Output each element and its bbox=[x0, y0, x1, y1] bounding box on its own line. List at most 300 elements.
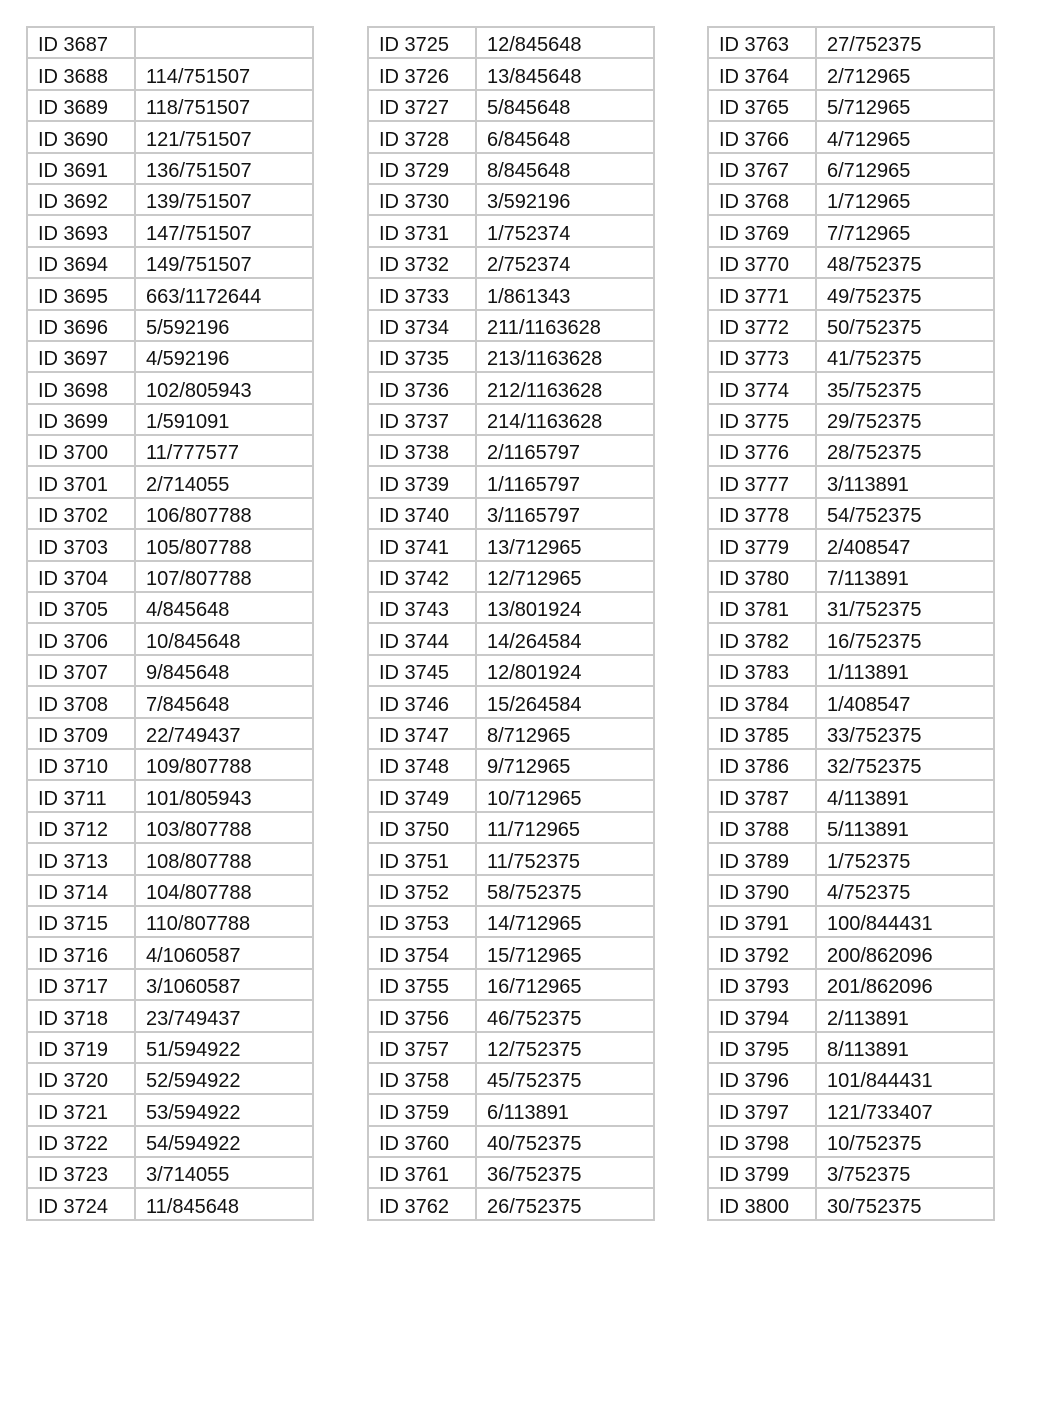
value-cell: 7/113891 bbox=[816, 561, 994, 592]
id-cell: ID 3723 bbox=[27, 1157, 135, 1188]
value-cell: 8/113891 bbox=[816, 1032, 994, 1063]
id-cell: ID 3790 bbox=[708, 875, 816, 906]
value-cell: 110/807788 bbox=[135, 906, 313, 937]
table-row bbox=[708, 843, 994, 874]
id-cell: ID 3749 bbox=[368, 780, 476, 811]
id-cell: ID 3732 bbox=[368, 247, 476, 278]
value-cell: 50/752375 bbox=[816, 310, 994, 341]
table-row bbox=[368, 435, 654, 466]
table-row bbox=[708, 247, 994, 278]
table-row bbox=[368, 937, 654, 968]
id-cell: ID 3744 bbox=[368, 623, 476, 654]
id-cell: ID 3733 bbox=[368, 278, 476, 309]
table-row bbox=[27, 623, 313, 654]
id-cell: ID 3687 bbox=[27, 27, 135, 58]
value-cell: 15/264584 bbox=[476, 686, 654, 717]
id-cell: ID 3729 bbox=[368, 153, 476, 184]
value-cell: 40/752375 bbox=[476, 1126, 654, 1157]
id-cell: ID 3763 bbox=[708, 27, 816, 58]
value-cell: 16/712965 bbox=[476, 969, 654, 1000]
value-cell: 6/113891 bbox=[476, 1094, 654, 1125]
id-cell: ID 3779 bbox=[708, 529, 816, 560]
id-cell: ID 3747 bbox=[368, 718, 476, 749]
id-cell: ID 3693 bbox=[27, 215, 135, 246]
value-cell: 16/752375 bbox=[816, 623, 994, 654]
id-cell: ID 3750 bbox=[368, 812, 476, 843]
value-cell: 8/712965 bbox=[476, 718, 654, 749]
table-row bbox=[368, 1188, 654, 1219]
table-row bbox=[708, 310, 994, 341]
table-row bbox=[708, 435, 994, 466]
value-cell: 6/712965 bbox=[816, 153, 994, 184]
table-row bbox=[368, 1126, 654, 1157]
value-cell: 1/752375 bbox=[816, 843, 994, 874]
id-cell: ID 3796 bbox=[708, 1063, 816, 1094]
id-cell: ID 3742 bbox=[368, 561, 476, 592]
table-row bbox=[708, 937, 994, 968]
id-cell: ID 3727 bbox=[368, 90, 476, 121]
id-cell: ID 3781 bbox=[708, 592, 816, 623]
value-cell: 2/714055 bbox=[135, 466, 313, 497]
value-cell: 11/777577 bbox=[135, 435, 313, 466]
id-cell: ID 3789 bbox=[708, 843, 816, 874]
id-cell: ID 3769 bbox=[708, 215, 816, 246]
id-cell: ID 3757 bbox=[368, 1032, 476, 1063]
id-cell: ID 3695 bbox=[27, 278, 135, 309]
table-row bbox=[368, 1157, 654, 1188]
id-cell: ID 3718 bbox=[27, 1000, 135, 1031]
id-cell: ID 3762 bbox=[368, 1188, 476, 1219]
table-row bbox=[708, 592, 994, 623]
value-cell: 33/752375 bbox=[816, 718, 994, 749]
table-row bbox=[368, 58, 654, 89]
value-cell: 211/1163628 bbox=[476, 310, 654, 341]
value-cell: 5/845648 bbox=[476, 90, 654, 121]
table-row bbox=[708, 906, 994, 937]
value-cell: 100/844431 bbox=[816, 906, 994, 937]
id-cell: ID 3725 bbox=[368, 27, 476, 58]
id-cell: ID 3740 bbox=[368, 498, 476, 529]
id-cell: ID 3705 bbox=[27, 592, 135, 623]
table-row bbox=[368, 498, 654, 529]
id-cell: ID 3798 bbox=[708, 1126, 816, 1157]
value-cell: 45/752375 bbox=[476, 1063, 654, 1094]
id-cell: ID 3751 bbox=[368, 843, 476, 874]
value-cell: 36/752375 bbox=[476, 1157, 654, 1188]
id-cell: ID 3724 bbox=[27, 1188, 135, 1219]
table-row bbox=[368, 310, 654, 341]
id-cell: ID 3771 bbox=[708, 278, 816, 309]
id-cell: ID 3704 bbox=[27, 561, 135, 592]
value-cell: 3/1060587 bbox=[135, 969, 313, 1000]
value-cell: 104/807788 bbox=[135, 875, 313, 906]
table-row bbox=[27, 1032, 313, 1063]
id-cell: ID 3728 bbox=[368, 121, 476, 152]
table-row bbox=[708, 1032, 994, 1063]
table-row bbox=[708, 121, 994, 152]
value-cell: 9/712965 bbox=[476, 749, 654, 780]
id-cell: ID 3766 bbox=[708, 121, 816, 152]
value-cell: 14/712965 bbox=[476, 906, 654, 937]
value-cell: 1/712965 bbox=[816, 184, 994, 215]
value-cell: 149/751507 bbox=[135, 247, 313, 278]
table-row bbox=[27, 718, 313, 749]
id-cell: ID 3748 bbox=[368, 749, 476, 780]
table-row bbox=[368, 466, 654, 497]
id-cell: ID 3741 bbox=[368, 529, 476, 560]
table-row bbox=[368, 906, 654, 937]
table-row bbox=[368, 184, 654, 215]
value-cell: 1/408547 bbox=[816, 686, 994, 717]
table-row bbox=[368, 969, 654, 1000]
table-row bbox=[708, 1126, 994, 1157]
value-cell: 53/594922 bbox=[135, 1094, 313, 1125]
table-row bbox=[708, 215, 994, 246]
table-row bbox=[27, 780, 313, 811]
value-cell: 103/807788 bbox=[135, 812, 313, 843]
id-cell: ID 3710 bbox=[27, 749, 135, 780]
id-cell: ID 3735 bbox=[368, 341, 476, 372]
value-cell: 1/1165797 bbox=[476, 466, 654, 497]
value-cell: 58/752375 bbox=[476, 875, 654, 906]
id-cell: ID 3776 bbox=[708, 435, 816, 466]
id-cell: ID 3716 bbox=[27, 937, 135, 968]
value-cell: 3/714055 bbox=[135, 1157, 313, 1188]
id-cell: ID 3691 bbox=[27, 153, 135, 184]
id-cell: ID 3745 bbox=[368, 655, 476, 686]
id-cell: ID 3726 bbox=[368, 58, 476, 89]
table-row bbox=[708, 749, 994, 780]
id-cell: ID 3773 bbox=[708, 341, 816, 372]
id-cell: ID 3700 bbox=[27, 435, 135, 466]
table-row bbox=[708, 1063, 994, 1094]
table-row bbox=[27, 121, 313, 152]
table-row bbox=[708, 1188, 994, 1219]
value-cell: 102/805943 bbox=[135, 372, 313, 403]
value-cell: 5/592196 bbox=[135, 310, 313, 341]
table-row bbox=[708, 718, 994, 749]
value-cell: 7/845648 bbox=[135, 686, 313, 717]
table-row bbox=[27, 969, 313, 1000]
table-row bbox=[27, 843, 313, 874]
value-cell: 13/712965 bbox=[476, 529, 654, 560]
value-cell: 22/749437 bbox=[135, 718, 313, 749]
id-cell: ID 3697 bbox=[27, 341, 135, 372]
id-cell: ID 3743 bbox=[368, 592, 476, 623]
table-row bbox=[708, 278, 994, 309]
value-cell: 663/1172644 bbox=[135, 278, 313, 309]
id-cell: ID 3712 bbox=[27, 812, 135, 843]
id-cell: ID 3702 bbox=[27, 498, 135, 529]
value-cell: 32/752375 bbox=[816, 749, 994, 780]
id-cell: ID 3783 bbox=[708, 655, 816, 686]
id-cell: ID 3754 bbox=[368, 937, 476, 968]
value-cell: 30/752375 bbox=[816, 1188, 994, 1219]
table-row bbox=[708, 969, 994, 1000]
value-cell: 214/1163628 bbox=[476, 404, 654, 435]
value-cell: 109/807788 bbox=[135, 749, 313, 780]
value-cell: 147/751507 bbox=[135, 215, 313, 246]
id-cell: ID 3778 bbox=[708, 498, 816, 529]
value-cell: 201/862096 bbox=[816, 969, 994, 1000]
table-row bbox=[708, 404, 994, 435]
value-cell: 1/752374 bbox=[476, 215, 654, 246]
value-cell: 5/113891 bbox=[816, 812, 994, 843]
id-cell: ID 3731 bbox=[368, 215, 476, 246]
value-cell: 1/861343 bbox=[476, 278, 654, 309]
table-row bbox=[708, 90, 994, 121]
table-row bbox=[27, 1063, 313, 1094]
table-row bbox=[368, 341, 654, 372]
value-cell: 11/752375 bbox=[476, 843, 654, 874]
value-cell: 4/712965 bbox=[816, 121, 994, 152]
value-cell: 9/845648 bbox=[135, 655, 313, 686]
value-cell: 1/113891 bbox=[816, 655, 994, 686]
value-cell: 2/1165797 bbox=[476, 435, 654, 466]
id-table-column-3 bbox=[707, 26, 995, 1221]
id-cell: ID 3753 bbox=[368, 906, 476, 937]
table-row bbox=[27, 592, 313, 623]
table-row bbox=[368, 1063, 654, 1094]
table-row bbox=[27, 278, 313, 309]
table-row bbox=[27, 247, 313, 278]
table-row bbox=[708, 341, 994, 372]
value-cell: 6/845648 bbox=[476, 121, 654, 152]
table-row bbox=[368, 372, 654, 403]
id-cell: ID 3715 bbox=[27, 906, 135, 937]
id-table-column-2 bbox=[367, 26, 655, 1221]
id-cell: ID 3791 bbox=[708, 906, 816, 937]
value-cell: 4/113891 bbox=[816, 780, 994, 811]
value-cell: 11/845648 bbox=[135, 1188, 313, 1219]
table-row bbox=[27, 875, 313, 906]
value-cell: 10/712965 bbox=[476, 780, 654, 811]
table-row bbox=[708, 372, 994, 403]
table-row bbox=[27, 153, 313, 184]
table-row bbox=[368, 27, 654, 58]
value-cell: 26/752375 bbox=[476, 1188, 654, 1219]
table-row bbox=[708, 529, 994, 560]
value-cell: 136/751507 bbox=[135, 153, 313, 184]
id-cell: ID 3793 bbox=[708, 969, 816, 1000]
value-cell: 23/749437 bbox=[135, 1000, 313, 1031]
id-cell: ID 3756 bbox=[368, 1000, 476, 1031]
id-cell: ID 3794 bbox=[708, 1000, 816, 1031]
table-row bbox=[368, 875, 654, 906]
table-row bbox=[368, 718, 654, 749]
id-cell: ID 3722 bbox=[27, 1126, 135, 1157]
value-cell: 41/752375 bbox=[816, 341, 994, 372]
value-cell: 13/845648 bbox=[476, 58, 654, 89]
table-row bbox=[368, 1032, 654, 1063]
table-row bbox=[708, 623, 994, 654]
value-cell: 49/752375 bbox=[816, 278, 994, 309]
value-cell: 35/752375 bbox=[816, 372, 994, 403]
id-cell: ID 3707 bbox=[27, 655, 135, 686]
table-row bbox=[708, 686, 994, 717]
id-cell: ID 3799 bbox=[708, 1157, 816, 1188]
id-cell: ID 3785 bbox=[708, 718, 816, 749]
table-row bbox=[27, 90, 313, 121]
table-row bbox=[27, 372, 313, 403]
table-row bbox=[27, 655, 313, 686]
id-cell: ID 3755 bbox=[368, 969, 476, 1000]
table-row bbox=[368, 529, 654, 560]
value-cell: 54/594922 bbox=[135, 1126, 313, 1157]
table-row bbox=[368, 686, 654, 717]
id-cell: ID 3780 bbox=[708, 561, 816, 592]
id-cell: ID 3721 bbox=[27, 1094, 135, 1125]
table-row bbox=[27, 215, 313, 246]
value-cell: 54/752375 bbox=[816, 498, 994, 529]
id-cell: ID 3788 bbox=[708, 812, 816, 843]
table-row bbox=[27, 906, 313, 937]
table-row bbox=[708, 498, 994, 529]
table-row bbox=[368, 623, 654, 654]
table-row bbox=[27, 1126, 313, 1157]
value-cell bbox=[135, 27, 313, 58]
id-cell: ID 3734 bbox=[368, 310, 476, 341]
id-cell: ID 3797 bbox=[708, 1094, 816, 1125]
table-row bbox=[368, 561, 654, 592]
value-cell: 29/752375 bbox=[816, 404, 994, 435]
id-cell: ID 3736 bbox=[368, 372, 476, 403]
table-row bbox=[708, 27, 994, 58]
table-row bbox=[27, 1188, 313, 1219]
value-cell: 46/752375 bbox=[476, 1000, 654, 1031]
value-cell: 51/594922 bbox=[135, 1032, 313, 1063]
table-row bbox=[368, 843, 654, 874]
value-cell: 4/1060587 bbox=[135, 937, 313, 968]
value-cell: 2/113891 bbox=[816, 1000, 994, 1031]
id-cell: ID 3777 bbox=[708, 466, 816, 497]
value-cell: 7/712965 bbox=[816, 215, 994, 246]
value-cell: 12/752375 bbox=[476, 1032, 654, 1063]
table-row bbox=[708, 780, 994, 811]
table-row bbox=[27, 27, 313, 58]
value-cell: 15/712965 bbox=[476, 937, 654, 968]
id-cell: ID 3739 bbox=[368, 466, 476, 497]
table-row bbox=[27, 341, 313, 372]
value-cell: 3/113891 bbox=[816, 466, 994, 497]
table-row bbox=[27, 812, 313, 843]
id-cell: ID 3759 bbox=[368, 1094, 476, 1125]
id-cell: ID 3703 bbox=[27, 529, 135, 560]
value-cell: 10/845648 bbox=[135, 623, 313, 654]
id-cell: ID 3698 bbox=[27, 372, 135, 403]
id-cell: ID 3719 bbox=[27, 1032, 135, 1063]
table-row bbox=[27, 529, 313, 560]
table-row bbox=[27, 435, 313, 466]
id-cell: ID 3709 bbox=[27, 718, 135, 749]
table-row bbox=[368, 404, 654, 435]
id-cell: ID 3690 bbox=[27, 121, 135, 152]
id-cell: ID 3717 bbox=[27, 969, 135, 1000]
value-cell: 2/712965 bbox=[816, 58, 994, 89]
id-cell: ID 3696 bbox=[27, 310, 135, 341]
value-cell: 5/712965 bbox=[816, 90, 994, 121]
table-row bbox=[708, 184, 994, 215]
id-cell: ID 3767 bbox=[708, 153, 816, 184]
id-cell: ID 3795 bbox=[708, 1032, 816, 1063]
table-row bbox=[27, 184, 313, 215]
id-cell: ID 3765 bbox=[708, 90, 816, 121]
table-row bbox=[708, 153, 994, 184]
id-cell: ID 3761 bbox=[368, 1157, 476, 1188]
table-row bbox=[27, 310, 313, 341]
value-cell: 107/807788 bbox=[135, 561, 313, 592]
table-row bbox=[368, 812, 654, 843]
value-cell: 106/807788 bbox=[135, 498, 313, 529]
id-cell: ID 3692 bbox=[27, 184, 135, 215]
table-row bbox=[368, 247, 654, 278]
id-cell: ID 3711 bbox=[27, 780, 135, 811]
table-row bbox=[368, 749, 654, 780]
id-cell: ID 3800 bbox=[708, 1188, 816, 1219]
table-row bbox=[708, 466, 994, 497]
id-cell: ID 3701 bbox=[27, 466, 135, 497]
table-row bbox=[708, 655, 994, 686]
table-row bbox=[708, 561, 994, 592]
value-cell: 1/591091 bbox=[135, 404, 313, 435]
value-cell: 139/751507 bbox=[135, 184, 313, 215]
value-cell: 2/408547 bbox=[816, 529, 994, 560]
id-cell: ID 3764 bbox=[708, 58, 816, 89]
id-cell: ID 3758 bbox=[368, 1063, 476, 1094]
value-cell: 108/807788 bbox=[135, 843, 313, 874]
table-row bbox=[368, 153, 654, 184]
table-row bbox=[368, 1094, 654, 1125]
table-row bbox=[27, 58, 313, 89]
table-row bbox=[368, 1000, 654, 1031]
id-table-column-1 bbox=[26, 26, 314, 1221]
id-cell: ID 3784 bbox=[708, 686, 816, 717]
table-row bbox=[27, 498, 313, 529]
value-cell: 200/862096 bbox=[816, 937, 994, 968]
value-cell: 28/752375 bbox=[816, 435, 994, 466]
id-cell: ID 3708 bbox=[27, 686, 135, 717]
id-cell: ID 3694 bbox=[27, 247, 135, 278]
value-cell: 101/805943 bbox=[135, 780, 313, 811]
table-row bbox=[708, 1000, 994, 1031]
value-cell: 4/845648 bbox=[135, 592, 313, 623]
id-cell: ID 3782 bbox=[708, 623, 816, 654]
table-row bbox=[708, 58, 994, 89]
value-cell: 2/752374 bbox=[476, 247, 654, 278]
table-row bbox=[368, 780, 654, 811]
value-cell: 4/592196 bbox=[135, 341, 313, 372]
id-cell: ID 3775 bbox=[708, 404, 816, 435]
value-cell: 4/752375 bbox=[816, 875, 994, 906]
value-cell: 121/751507 bbox=[135, 121, 313, 152]
table-row bbox=[27, 749, 313, 780]
value-cell: 31/752375 bbox=[816, 592, 994, 623]
value-cell: 11/712965 bbox=[476, 812, 654, 843]
value-cell: 121/733407 bbox=[816, 1094, 994, 1125]
table-row bbox=[708, 1157, 994, 1188]
value-cell: 3/592196 bbox=[476, 184, 654, 215]
value-cell: 12/712965 bbox=[476, 561, 654, 592]
id-cell: ID 3787 bbox=[708, 780, 816, 811]
table-row bbox=[368, 278, 654, 309]
id-cell: ID 3720 bbox=[27, 1063, 135, 1094]
id-cell: ID 3737 bbox=[368, 404, 476, 435]
table-row bbox=[27, 561, 313, 592]
value-cell: 10/752375 bbox=[816, 1126, 994, 1157]
id-cell: ID 3699 bbox=[27, 404, 135, 435]
id-cell: ID 3792 bbox=[708, 937, 816, 968]
table-row bbox=[27, 404, 313, 435]
